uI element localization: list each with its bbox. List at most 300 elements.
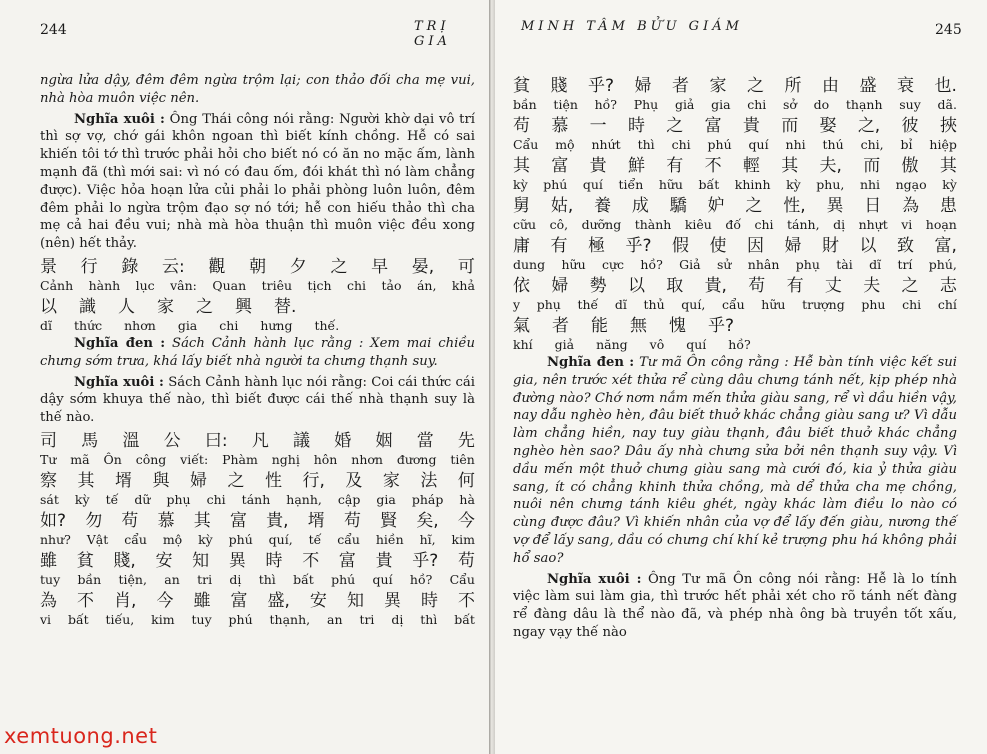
viet-word: cẩu	[337, 531, 360, 547]
han-char: 安	[309, 590, 327, 611]
han-line	[40, 590, 475, 612]
han-char: 貧	[76, 550, 94, 571]
han-char: 為	[40, 590, 57, 611]
han-char: 有	[550, 236, 568, 256]
han-char: 溫	[122, 430, 140, 451]
han-char: 知	[192, 550, 210, 571]
han-char: 者	[672, 76, 690, 96]
han-char: 也.	[934, 76, 957, 96]
viet-word: kỳ	[198, 531, 213, 547]
text: Ông Tư mã Ôn công nói rằng: Hễ là lo tính việc làm sui làm gia, thì trước hết phải xét cho rõ tánh nết đàng rể đàng dâu là thể nào đã, và phép nhà ông bà truyền tốt xấu, ngay vạy thế nào	[513, 571, 957, 640]
viet-word: nhơn	[351, 451, 383, 467]
viet-word: tiển	[618, 177, 644, 192]
han-char: 有	[786, 276, 804, 296]
text: Ông Thái công nói rằng: Người khờ dại vô trí thì sợ vợ, chớ gái khôn ngoan thì biết kính chồng. Hễ có sai khiến tôi tớ thì trước phải hỏi cho biết nó có ăn no mặc ấm, lành mạnh đã (thì mới sai: vì nó có đau ốm, đói khát thì nó làm chẳng được). Việc hỏa hoạn lửa củi phải lo phải phòng luôn luôn, đêm đêm phải lo ngừa trộm đạo sợ nó tới; hễ con hiếu thảo thì cha mẹ cả hai đều vui; nhà mà hòa thuận thì muôn việc đều xong (nên) hết thảy.	[40, 111, 475, 252]
viet-word: hữu	[658, 177, 683, 192]
han-char: 興	[235, 296, 252, 317]
viet-word: tánh,	[787, 217, 820, 232]
han-char: 云:	[162, 256, 185, 277]
han-char: 貴,	[704, 276, 727, 296]
viet-word: cữu	[513, 217, 537, 232]
viet-line	[40, 452, 475, 467]
viet-word: thạnh	[845, 97, 883, 112]
han-char: 賢	[380, 510, 398, 531]
viet-word: chi,	[860, 137, 884, 152]
label: Nghĩa xuôi :	[547, 571, 642, 587]
han-char: 輕	[742, 156, 760, 176]
viet-word: phú	[707, 137, 732, 152]
viet-word: phu	[861, 297, 886, 312]
han-block-1	[40, 256, 475, 333]
viet-word: do	[813, 97, 830, 112]
han-char: 愧	[669, 316, 686, 336]
viet-word: dữ	[134, 491, 151, 507]
han-char: 勢	[589, 276, 607, 296]
han-char: 極	[588, 236, 605, 256]
han-char: 何	[457, 470, 475, 491]
han-char: 致	[897, 236, 915, 256]
nghia-xuoi-right	[513, 571, 957, 642]
viet-word: chi	[219, 317, 239, 333]
han-char: 不	[302, 550, 320, 571]
han-char: 之	[747, 76, 765, 96]
viet-word: ngạo	[895, 177, 927, 192]
viet-word: dĩ	[40, 317, 52, 333]
viet-word: quí	[372, 571, 393, 587]
han-char: 之	[196, 296, 213, 317]
han-char: 識	[79, 296, 96, 317]
han-char: 早	[371, 256, 389, 277]
viet-word: án,	[416, 277, 437, 293]
viet-word: Vật	[86, 531, 109, 547]
han-char: 當	[416, 430, 434, 451]
viet-word: dưỡng	[581, 217, 622, 232]
viet-word: gia	[177, 317, 198, 333]
viet-word: bất	[698, 177, 720, 192]
viet-word: bất	[454, 611, 475, 627]
viet-word: hiệp	[929, 137, 957, 152]
viet-word: thế.	[314, 317, 340, 333]
han-char: 公	[163, 430, 181, 451]
viet-word: vi	[901, 217, 913, 232]
viet-word: nhứt	[591, 137, 621, 152]
han-char: 以	[40, 296, 57, 317]
viet-word: như?	[40, 531, 71, 547]
han-char: 以	[859, 236, 877, 256]
viet-word: đương	[396, 451, 437, 467]
han-char: 夕	[289, 256, 307, 277]
viet-word: phụ	[166, 491, 191, 507]
han-char: 家	[709, 76, 727, 96]
viet-word: mộ	[555, 137, 575, 152]
viet-word: thì	[258, 571, 276, 587]
viet-word: phu,	[816, 177, 845, 192]
han-char: 時	[627, 116, 645, 136]
viet-word: quí,	[268, 531, 293, 547]
viet-word: tri	[359, 611, 375, 627]
viet-word: Cẩu	[513, 137, 539, 152]
han-char: 富	[229, 510, 247, 531]
viet-word: Cẩu	[449, 571, 475, 587]
han-char: 妒	[707, 196, 725, 216]
han-char: 不	[457, 590, 475, 611]
han-char: 而	[781, 116, 799, 136]
han-char: 時	[420, 590, 438, 611]
han-char: 富	[230, 590, 248, 611]
han-char: 富	[338, 550, 356, 571]
viet-word: chi	[346, 277, 367, 293]
han-char: 夫	[863, 276, 881, 296]
viet-word: tri	[197, 571, 213, 587]
han-char: 景	[40, 256, 57, 277]
viet-word: mã	[70, 451, 90, 467]
han-char: 使	[709, 236, 727, 256]
han-char: 由	[822, 76, 840, 96]
han-char: 今	[156, 590, 174, 611]
viet-word: lục	[135, 277, 155, 293]
text: Sách Cảnh hành lục rằng : Xem mai chiều chưng sớm trưa, khá lấy biết nhà người ta chưng thạnh suy.	[40, 335, 475, 369]
viet-word: giả	[674, 97, 695, 112]
viet-word: nhơn	[124, 317, 156, 333]
viet-line	[40, 278, 475, 293]
han-line	[40, 296, 475, 318]
han-char: 馬	[81, 430, 99, 451]
viet-word: kim	[151, 611, 175, 627]
viet-word: suy	[899, 97, 921, 112]
viet-word: phụ	[795, 257, 820, 272]
viet-word: kỳ	[513, 177, 528, 192]
han-char: 察	[40, 470, 57, 491]
viet-word: nhi	[785, 137, 806, 152]
viet-line	[40, 318, 475, 333]
viet-word: hành	[88, 277, 121, 293]
han-char: 財	[822, 236, 840, 256]
han-char: 苟	[121, 510, 139, 531]
viet-word: tiên	[450, 451, 475, 467]
han-char: 傲	[901, 156, 919, 176]
viet-word: bỉ	[900, 137, 913, 152]
viet-word: nhi	[859, 177, 881, 192]
viet-word: Phàm	[222, 451, 258, 467]
han-char: 及	[345, 470, 363, 491]
viet-word: bất	[67, 611, 89, 627]
han-line	[513, 315, 957, 337]
viet-line	[513, 97, 957, 112]
han-char: 氣	[513, 316, 530, 336]
viet-word: Phụ	[633, 97, 659, 112]
han-char: 成	[631, 196, 649, 216]
han-char: 舅	[513, 196, 530, 216]
han-char: 盛,	[267, 590, 290, 611]
han-char: 無	[630, 316, 647, 336]
viet-word: cực	[601, 257, 625, 272]
label: Nghĩa xuôi :	[74, 374, 164, 390]
han-char: 議	[293, 430, 311, 451]
han-block-right	[513, 75, 957, 352]
han-char: 乎?	[625, 236, 652, 256]
viet-word: chi	[747, 97, 767, 112]
han-char: 貴	[742, 116, 760, 136]
viet-word: nghị	[271, 451, 300, 467]
viet-word: dã.	[937, 97, 957, 112]
han-char: 人	[118, 296, 135, 317]
han-char: 行,	[302, 470, 325, 491]
han-char: 不	[704, 156, 722, 176]
nghia-den-right	[513, 354, 957, 568]
han-char: 時	[265, 550, 283, 571]
viet-line	[513, 337, 957, 352]
viet-word: bần	[513, 97, 537, 112]
viet-word: hồ?	[409, 571, 433, 587]
viet-word: thủ	[643, 297, 665, 312]
viet-word: cập	[337, 491, 361, 507]
han-char: 者	[552, 316, 569, 336]
viet-line	[40, 572, 475, 587]
han-char: 貴	[589, 156, 607, 176]
viet-word: giả	[554, 337, 575, 352]
nghia-xuoi-2	[40, 374, 475, 427]
han-char: 驕	[669, 196, 687, 216]
viet-word: dị	[391, 611, 404, 627]
right-page	[495, 0, 987, 754]
han-char: 行	[80, 256, 98, 277]
han-char: 雖	[193, 590, 211, 611]
viet-line	[513, 177, 957, 192]
viet-word: dị	[833, 217, 846, 232]
viet-word: tài	[836, 257, 853, 272]
han-char: 衰	[897, 76, 915, 96]
han-char: 異	[383, 590, 401, 611]
han-char: 之,	[857, 116, 881, 136]
han-char: 賤,	[113, 550, 136, 571]
viet-word: kim	[451, 531, 475, 547]
viet-word: hạnh,	[286, 491, 322, 507]
viet-word: viết:	[180, 451, 209, 467]
han-char: 如?	[40, 510, 67, 531]
intro-text: ngừa lửa dậy, đêm đêm ngừa trộm lại; con thảo đối cha mẹ vui, nhà hòa muôn việc nên.	[40, 73, 475, 106]
viet-line	[513, 137, 957, 152]
han-line	[513, 195, 957, 217]
viet-word: bần	[77, 571, 102, 587]
viet-word: thì	[420, 611, 438, 627]
han-char: 苟	[748, 276, 766, 296]
viet-word: trượng	[802, 297, 845, 312]
page-number-right: 245	[935, 22, 962, 38]
viet-word: vân:	[170, 277, 197, 293]
running-head-right: MINH TÂM BỬU GIÁM	[521, 19, 743, 34]
viet-word: kiêu	[684, 217, 712, 232]
viet-line	[513, 257, 957, 272]
viet-word: sử	[716, 257, 732, 272]
viet-word: dĩ	[869, 257, 882, 272]
han-char: 其	[77, 470, 95, 491]
viet-word: tiện	[553, 97, 578, 112]
viet-word: chi	[902, 297, 922, 312]
han-line	[513, 235, 957, 257]
watermark-logo: xemtuong.net	[4, 724, 158, 748]
han-line	[513, 115, 957, 137]
viet-word: khinh	[734, 177, 771, 192]
han-line	[40, 510, 475, 532]
han-char: 日	[864, 196, 882, 216]
viet-word: an	[164, 571, 180, 587]
han-char: 乎?	[412, 550, 439, 571]
viet-word: hồ?	[594, 97, 618, 112]
viet-word: tiện,	[118, 571, 147, 587]
viet-word: hồ?	[728, 337, 751, 352]
label: Nghĩa đen :	[547, 355, 635, 370]
viet-word: thế	[577, 297, 599, 312]
viet-line	[40, 612, 475, 627]
han-char: 乎?	[708, 316, 735, 336]
han-char: 其	[513, 156, 530, 176]
viet-word: năng	[596, 337, 628, 352]
viet-word: trí	[897, 257, 913, 272]
han-line	[40, 256, 475, 278]
viet-word: chi	[206, 491, 226, 507]
han-char: 替.	[274, 296, 297, 317]
viet-word: hữu	[561, 257, 586, 272]
han-char: 貧	[513, 76, 530, 96]
viet-word: Giả	[679, 257, 701, 272]
viet-line	[513, 297, 957, 312]
left-page	[0, 0, 489, 754]
han-char: 勿	[85, 510, 103, 531]
viet-word: đố	[725, 217, 741, 232]
han-block-2	[40, 430, 475, 627]
han-char: 盛	[859, 76, 877, 96]
viet-word: kỳ	[786, 177, 801, 192]
han-line	[513, 155, 957, 177]
viet-word: phú,	[928, 257, 957, 272]
han-char: 肖,	[114, 590, 137, 611]
han-char: 鮮	[627, 156, 645, 176]
right-content	[513, 72, 957, 645]
han-char: 之	[666, 116, 684, 136]
han-char: 挾	[939, 116, 957, 136]
han-char: 先	[457, 430, 475, 451]
viet-word: hôn	[313, 451, 338, 467]
han-char: 娶	[819, 116, 837, 136]
han-char: 性,	[783, 196, 806, 216]
viet-line	[40, 532, 475, 547]
han-char: 家	[157, 296, 174, 317]
viet-word: hà	[459, 491, 475, 507]
viet-word: dĩ	[614, 297, 627, 312]
viet-word: quí,	[681, 297, 706, 312]
han-line	[40, 550, 475, 572]
han-line	[513, 75, 957, 97]
viet-word: khả	[451, 277, 475, 293]
han-line	[513, 275, 957, 297]
han-char: 性	[265, 470, 282, 491]
viet-word: Quan	[212, 277, 247, 293]
viet-word: quí	[686, 337, 707, 352]
viet-word: y	[513, 297, 521, 312]
viet-word: thành	[634, 217, 672, 232]
han-char: 富,	[934, 236, 957, 256]
viet-word: an	[327, 611, 343, 627]
viet-word: cẩu	[124, 531, 147, 547]
viet-word: tuy	[191, 611, 212, 627]
label: Nghĩa xuôi :	[74, 111, 165, 127]
viet-word: bất	[293, 571, 314, 587]
han-char: 因	[747, 236, 765, 256]
han-char: 可	[457, 256, 475, 277]
viet-word: Tư	[40, 451, 57, 467]
viet-word: sát	[40, 491, 59, 507]
viet-word: phú	[228, 531, 253, 547]
viet-word: nhựt	[858, 217, 888, 232]
text: Sách Cảnh hành lục nói rằng: Coi cái thức cái dậy sớm khuya thế nào, thì biết được cái thế nhà thạnh suy là thế nào.	[40, 374, 475, 426]
han-char: 晏,	[411, 256, 435, 277]
han-char: 壻	[307, 510, 325, 531]
viet-line	[40, 492, 475, 507]
viet-word: phú	[543, 177, 568, 192]
han-char: 能	[591, 316, 608, 336]
han-char: 養	[594, 196, 612, 216]
viet-word: cẩu	[721, 297, 745, 312]
viet-word: cô,	[549, 217, 569, 232]
han-char: 彼	[901, 116, 919, 136]
left-content	[40, 72, 475, 629]
han-char: 姑,	[550, 196, 574, 216]
viet-word: quí	[748, 137, 769, 152]
viet-word: tế	[105, 491, 119, 507]
viet-word: phú	[228, 611, 253, 627]
han-char: 苟	[513, 116, 530, 136]
viet-word: hĩ,	[419, 531, 436, 547]
han-char: 今	[457, 510, 475, 531]
viet-word: thú	[822, 137, 844, 152]
han-char: 之	[227, 470, 245, 491]
viet-word: hưng	[260, 317, 293, 333]
han-char: 之	[330, 256, 348, 277]
han-char: 錄	[121, 256, 139, 277]
han-char: 司	[40, 430, 57, 451]
han-char: 家	[382, 470, 400, 491]
han-char: 異	[228, 550, 246, 571]
han-char: 富	[551, 156, 569, 176]
han-char: 雖	[40, 550, 57, 571]
han-char: 丈	[824, 276, 842, 296]
viet-word: tịch	[307, 277, 332, 293]
han-char: 觀	[208, 256, 226, 277]
han-line	[40, 470, 475, 492]
han-char: 依	[513, 276, 530, 296]
han-char: 乎?	[588, 76, 615, 96]
viet-word: gia	[376, 491, 396, 507]
han-char: 慕	[551, 116, 569, 136]
han-char: 其	[193, 510, 211, 531]
viet-word: hoạn	[925, 217, 957, 232]
viet-word: sở	[783, 97, 797, 112]
viet-word: Ôn	[103, 451, 122, 467]
han-char: 之	[901, 276, 919, 296]
viet-word: tế	[308, 531, 322, 547]
han-char: 婦	[634, 76, 652, 96]
han-char: 婦	[784, 236, 802, 256]
running-head-left: TRỊ GIA	[414, 19, 451, 49]
han-char: 其	[939, 156, 957, 176]
han-char: 取	[666, 276, 684, 296]
viet-word: chi	[754, 217, 774, 232]
viet-word: mộ	[162, 531, 183, 547]
viet-word: thì	[637, 137, 655, 152]
viet-word: Cảnh	[40, 277, 74, 293]
han-char: 異	[826, 196, 844, 216]
viet-word: vô	[649, 337, 665, 352]
